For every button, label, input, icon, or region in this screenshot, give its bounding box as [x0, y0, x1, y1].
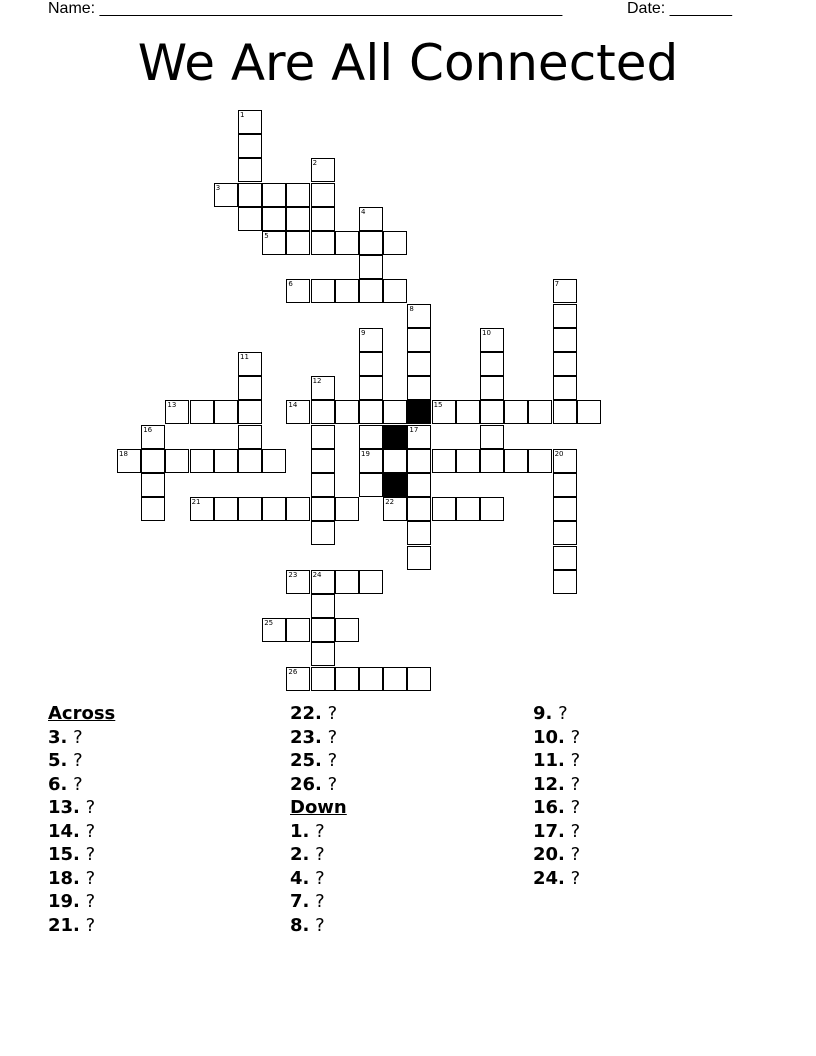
clue-number: 2 [312, 159, 318, 168]
clue-item-number: 19. [48, 891, 80, 912]
clue-number: 10 [482, 328, 491, 337]
clue-number: 12 [312, 377, 322, 386]
grid-cell[interactable] [359, 352, 383, 376]
grid-cell[interactable] [480, 497, 504, 521]
page-title: We Are All Connected [137, 34, 679, 92]
grid-cell[interactable] [286, 279, 310, 303]
clue-item-text: ? [570, 773, 581, 795]
clue-item [533, 843, 580, 867]
clue-item [290, 843, 347, 867]
grid-cell[interactable] [456, 497, 480, 521]
grid-cell[interactable] [335, 400, 359, 424]
clue-item [290, 867, 347, 891]
grid-cell[interactable] [335, 497, 359, 521]
clue-item-number: 25. [290, 750, 322, 771]
clue-number: 9 [361, 328, 366, 337]
clue-item-number: 8. [290, 914, 310, 936]
clue-item [290, 773, 347, 797]
grid-cell[interactable] [286, 231, 310, 255]
clue-item-number: 22. [290, 703, 322, 724]
grid-cell[interactable] [141, 497, 165, 521]
grid-cell[interactable] [383, 231, 407, 255]
grid-cell[interactable] [553, 546, 577, 570]
clue-item-text: ? [315, 914, 325, 936]
grid-cell[interactable] [383, 667, 407, 691]
clue-item-number: 24. [533, 867, 565, 889]
grid-cell[interactable] [311, 473, 335, 497]
grid-cell[interactable] [238, 449, 262, 473]
clue-item-number: 14. [48, 820, 80, 842]
clue-item-number: 13. [48, 797, 80, 818]
grid-cell[interactable] [432, 400, 456, 424]
grid-cell[interactable] [311, 521, 335, 545]
grid-cell[interactable] [553, 473, 577, 497]
clue-number: 15 [433, 401, 443, 410]
clue-number: 13 [167, 401, 177, 410]
name-line: Name: ____________________________________________________ [48, 0, 563, 17]
clue-item-text: ? [85, 914, 96, 936]
grid-cell[interactable] [286, 183, 310, 207]
clue-number: 26 [288, 667, 298, 676]
clue-item-text: ? [73, 773, 83, 795]
grid-cell[interactable] [383, 279, 407, 303]
grid-cell[interactable] [286, 400, 310, 424]
grid-cell[interactable] [577, 400, 601, 424]
clue-number: 24 [312, 570, 322, 579]
grid-cell[interactable] [311, 231, 335, 255]
grid-cell[interactable] [311, 497, 335, 521]
grid-cell[interactable] [553, 304, 577, 328]
grid-cell[interactable] [238, 400, 262, 424]
clue-number: 18 [119, 449, 128, 458]
clue-column-2 [290, 702, 347, 937]
grid-cell[interactable] [286, 570, 310, 594]
clue-item-text: ? [315, 844, 325, 865]
clue-item-text: ? [315, 820, 325, 842]
grid-cell[interactable] [359, 425, 383, 449]
clue-item-text: ? [85, 820, 96, 842]
clue-number: 3 [215, 183, 221, 192]
clue-item-text: ? [558, 703, 568, 724]
clue-item-number: 10. [533, 726, 565, 748]
grid-cell[interactable] [238, 376, 262, 400]
grid-cell[interactable] [286, 207, 310, 231]
clue-item-text: ? [85, 844, 96, 865]
clue-item-number: 15. [48, 844, 80, 865]
grid-cell[interactable] [359, 231, 383, 255]
grid-cell[interactable] [359, 207, 383, 231]
grid-cell[interactable] [407, 304, 431, 328]
clue-item-number: 17. [533, 820, 565, 842]
grid-cell[interactable] [311, 642, 335, 666]
grid-cell[interactable] [262, 449, 286, 473]
grid-cell[interactable] [190, 449, 214, 473]
clue-item [290, 890, 347, 914]
grid-cell[interactable] [553, 449, 577, 473]
grid-cell[interactable] [359, 449, 383, 473]
grid-cell[interactable] [407, 376, 431, 400]
grid-cell[interactable] [141, 449, 165, 473]
grid-cell[interactable] [238, 110, 262, 134]
clue-number: 23 [288, 570, 298, 579]
grid-block [383, 425, 407, 449]
clue-item-number: 4. [290, 867, 310, 889]
clue-item [48, 773, 115, 797]
grid-cell[interactable] [407, 449, 431, 473]
grid-cell[interactable] [335, 570, 359, 594]
clue-item [48, 914, 115, 938]
clue-item-number: 6. [48, 773, 68, 795]
grid-cell[interactable] [504, 449, 528, 473]
clue-number: 7 [554, 280, 560, 289]
clue-item [290, 702, 347, 726]
clue-item-number: 2. [290, 844, 310, 865]
grid-cell[interactable] [407, 425, 431, 449]
clue-number: 25 [264, 619, 274, 628]
grid-cell[interactable] [311, 207, 335, 231]
clue-item-number: 21. [48, 914, 80, 936]
clue-item [48, 867, 115, 891]
grid-cell[interactable] [528, 449, 552, 473]
grid-cell[interactable] [165, 449, 189, 473]
clue-item [533, 773, 580, 797]
grid-cell[interactable] [407, 473, 431, 497]
clue-item-number: 12. [533, 773, 565, 795]
grid-cell[interactable] [311, 279, 335, 303]
clue-item [533, 820, 580, 844]
grid-cell[interactable] [141, 425, 165, 449]
grid-cell[interactable] [311, 618, 335, 642]
grid-cell[interactable] [262, 207, 286, 231]
clue-item [290, 820, 347, 844]
grid-cell[interactable] [480, 376, 504, 400]
grid-cell[interactable] [432, 449, 456, 473]
grid-cell[interactable] [480, 328, 504, 352]
clue-item [533, 702, 580, 726]
clue-item [533, 796, 580, 820]
grid-cell[interactable] [286, 667, 310, 691]
grid-cell[interactable] [238, 497, 262, 521]
clue-item-text: ? [570, 750, 581, 771]
clue-number: 11 [240, 353, 249, 361]
grid-cell[interactable] [553, 521, 577, 545]
grid-cell[interactable] [262, 497, 286, 521]
grid-cell[interactable] [456, 400, 480, 424]
grid-cell[interactable] [359, 279, 383, 303]
grid-cell[interactable] [335, 618, 359, 642]
clue-column-1 [48, 702, 115, 937]
clue-number: 4 [361, 207, 366, 216]
clue-number: 22 [385, 498, 395, 507]
grid-cell[interactable] [359, 667, 383, 691]
clue-item [48, 890, 115, 914]
clue-item-text: ? [570, 820, 581, 842]
clue-item-text: ? [315, 867, 325, 889]
grid-cell[interactable] [311, 667, 335, 691]
date-line: Date: _______ [627, 0, 732, 17]
grid-cell[interactable] [262, 231, 286, 255]
grid-cell[interactable] [165, 400, 189, 424]
clue-item-number: 11. [533, 750, 565, 771]
clue-item [290, 914, 347, 938]
clue-item-text: ? [570, 726, 581, 748]
grid-cell[interactable] [238, 134, 262, 158]
clue-item-number: 16. [533, 797, 565, 818]
grid-cell[interactable] [311, 449, 335, 473]
grid-cell[interactable] [238, 183, 262, 207]
grid-cell[interactable] [407, 352, 431, 376]
grid-cell[interactable] [286, 618, 310, 642]
clue-item [533, 749, 580, 773]
grid-cell[interactable] [504, 400, 528, 424]
grid-cell[interactable] [553, 570, 577, 594]
clue-number: 21 [191, 498, 201, 507]
clue-item-text: ? [570, 797, 581, 818]
clue-item-number: 1. [290, 820, 310, 842]
grid-cell[interactable] [407, 546, 431, 570]
clue-item [533, 867, 580, 891]
grid-cell[interactable] [238, 425, 262, 449]
clue-heading: Down [290, 797, 347, 818]
grid-cell[interactable] [480, 449, 504, 473]
grid-cell[interactable] [311, 425, 335, 449]
clue-item-text: ? [327, 773, 338, 795]
grid-cell[interactable] [407, 497, 431, 521]
grid-cell[interactable] [359, 328, 383, 352]
grid-cell[interactable] [335, 231, 359, 255]
clue-number: 5 [264, 232, 269, 240]
grid-cell[interactable] [383, 497, 407, 521]
grid-cell[interactable] [359, 400, 383, 424]
grid-cell[interactable] [214, 497, 238, 521]
grid-cell[interactable] [407, 667, 431, 691]
clue-item-text: ? [327, 726, 338, 748]
grid-cell[interactable] [480, 352, 504, 376]
clue-number: 6 [288, 280, 293, 289]
clue-item [48, 843, 115, 867]
grid-cell[interactable] [553, 400, 577, 424]
clue-item [290, 749, 347, 773]
clue-item-number: 5. [48, 750, 68, 771]
grid-cell[interactable] [311, 400, 335, 424]
grid-block [383, 473, 407, 497]
clue-item-text: ? [327, 750, 338, 771]
clue-item-number: 3. [48, 726, 68, 748]
grid-cell[interactable] [553, 279, 577, 303]
grid-cell[interactable] [383, 449, 407, 473]
clue-item [48, 726, 115, 750]
grid-cell[interactable] [553, 376, 577, 400]
grid-cell[interactable] [359, 473, 383, 497]
grid-cell[interactable] [238, 207, 262, 231]
clue-item [48, 749, 115, 773]
clue-number: 1 [240, 111, 245, 119]
grid-cell[interactable] [359, 570, 383, 594]
clue-item [48, 796, 115, 820]
grid-cell[interactable] [335, 279, 359, 303]
grid-cell[interactable] [286, 497, 310, 521]
clue-item-number: 20. [533, 844, 565, 865]
clue-item [290, 726, 347, 750]
clue-item-text: ? [85, 891, 96, 912]
clue-number: 17 [409, 425, 419, 434]
clue-item-text: ? [570, 844, 581, 865]
grid-cell[interactable] [214, 400, 238, 424]
grid-cell[interactable] [407, 328, 431, 352]
grid-cell[interactable] [456, 449, 480, 473]
clue-item-text: ? [327, 703, 338, 724]
clue-item-number: 23. [290, 726, 322, 748]
grid-cell[interactable] [190, 400, 214, 424]
grid-cell[interactable] [262, 618, 286, 642]
grid-cell[interactable] [553, 352, 577, 376]
clue-number: 19 [361, 449, 370, 458]
grid-cell[interactable] [407, 521, 431, 545]
clue-item-number: 9. [533, 703, 553, 724]
clue-item-number: 7. [290, 891, 310, 912]
grid-block [407, 400, 431, 424]
grid-cell[interactable] [480, 400, 504, 424]
clue-number: 14 [288, 401, 298, 410]
grid-cell[interactable] [432, 497, 456, 521]
grid-cell[interactable] [311, 183, 335, 207]
clue-item-text: ? [85, 867, 96, 889]
clue-item-text: ? [570, 867, 581, 889]
grid-cell[interactable] [359, 376, 383, 400]
grid-cell[interactable] [335, 667, 359, 691]
grid-cell[interactable] [214, 183, 238, 207]
grid-cell[interactable] [480, 425, 504, 449]
grid-cell[interactable] [553, 497, 577, 521]
clue-item [533, 726, 580, 750]
grid-cell[interactable] [238, 352, 262, 376]
grid-cell[interactable] [238, 158, 262, 182]
clue-column-3 [533, 702, 580, 890]
clue-item [48, 820, 115, 844]
grid-cell[interactable] [311, 376, 335, 400]
clue-number: 16 [143, 425, 153, 434]
grid-cell[interactable] [214, 449, 238, 473]
grid-cell[interactable] [311, 570, 335, 594]
clue-heading: Across [48, 703, 116, 724]
clue-item-text: ? [73, 726, 83, 748]
clue-item-number: 26. [290, 773, 322, 795]
grid-cell[interactable] [117, 449, 141, 473]
grid-cell[interactable] [311, 158, 335, 182]
grid-cell[interactable] [262, 183, 286, 207]
clue-number: 20 [554, 449, 564, 458]
clue-item-text: ? [73, 750, 83, 771]
grid-cell[interactable] [190, 497, 214, 521]
clue-number: 8 [409, 304, 414, 313]
grid-cell[interactable] [553, 328, 577, 352]
grid-cell[interactable] [528, 400, 552, 424]
grid-cell[interactable] [311, 594, 335, 618]
grid-cell[interactable] [383, 400, 407, 424]
clue-item-text: ? [85, 797, 96, 818]
clue-item-number: 18. [48, 867, 80, 889]
clue-item-text: ? [315, 891, 325, 912]
grid-cell[interactable] [359, 255, 383, 279]
grid-cell[interactable] [141, 473, 165, 497]
